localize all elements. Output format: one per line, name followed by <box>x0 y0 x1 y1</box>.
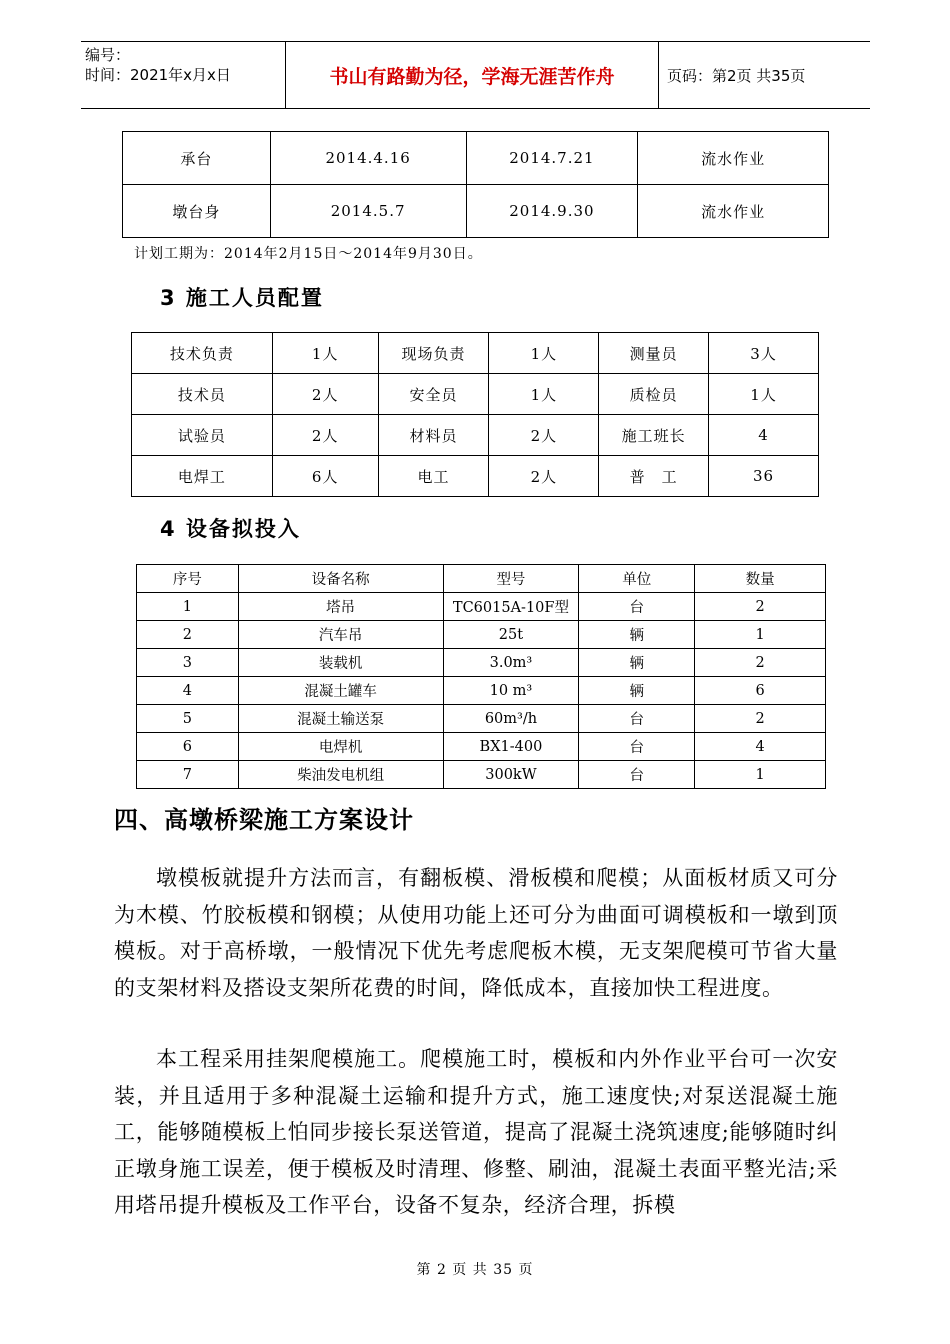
table-cell: 3人 <box>709 333 819 374</box>
table-cell: 300kW <box>443 761 579 789</box>
table-cell: 7 <box>137 761 239 789</box>
column-header: 型号 <box>443 565 579 593</box>
table-cell: 4 <box>695 733 826 761</box>
header-page-code: 页码：第2页 共35页 <box>667 66 806 85</box>
staffing-table <box>131 332 819 497</box>
table-cell: 电工 <box>378 456 489 497</box>
body-paragraph-2: 本工程采用挂架爬模施工。爬模施工时，模板和内外作业平台可一次安装，并且适用于多种混凝土运输和提升方式，施工速度快;对泵送混凝土施工，能够随模板上怕同步接长泵送管道，提高了混凝土浇筑速度;能够随时纠正墩身施工误差，便于模板及时清理、修整、刷油，混凝土表面平整光洁;采用塔吊提升模板及工作平台，设备不复杂，经济合理，拆模 <box>114 1047 838 1217</box>
table-row <box>137 677 826 705</box>
table-cell: 承台 <box>123 132 271 185</box>
page-footer: 第 2 页 共 35 页 <box>416 1262 534 1278</box>
body-paragraph-1: 墩模板就提升方法而言，有翻板模、滑板模和爬模；从面板材质又可分为木模、竹胶板模和钢模；从使用功能上还可分为曲面可调模板和一墩到顶模板。对于高桥墩，一般情况下优先考虑爬板木模，无支架爬模可节省大量的支架材料及搭设支架所花费的时间，降低成本，直接加快工程进度。 <box>114 866 838 1000</box>
table-row <box>137 621 826 649</box>
table-cell: 辆 <box>579 621 695 649</box>
table-cell: 流水作业 <box>638 185 829 238</box>
table-cell: 2 <box>695 593 826 621</box>
table-cell: 2人 <box>272 415 378 456</box>
column-header: 数量 <box>695 565 826 593</box>
table-row <box>137 761 826 789</box>
table-cell: 测量员 <box>599 333 709 374</box>
table-cell: 试验员 <box>132 415 273 456</box>
table-cell: 电焊工 <box>132 456 273 497</box>
table-cell: 现场负责 <box>378 333 489 374</box>
table-cell: 2人 <box>489 415 599 456</box>
table-cell: 流水作业 <box>638 132 829 185</box>
table-cell: 柴油发电机组 <box>238 761 443 789</box>
table-cell: 辆 <box>579 677 695 705</box>
table-row <box>137 705 826 733</box>
table-cell: 台 <box>579 705 695 733</box>
header-motto: 书山有路勤为径，学海无涯苦作舟 <box>285 42 659 108</box>
table-cell: 质检员 <box>599 374 709 415</box>
table-cell: 混凝土罐车 <box>238 677 443 705</box>
table-cell: 1人 <box>489 333 599 374</box>
section-heading-staffing: 3 施工人员配置 <box>160 286 324 310</box>
table-cell: 6 <box>695 677 826 705</box>
table-cell: 塔吊 <box>238 593 443 621</box>
table-cell: BX1-400 <box>443 733 579 761</box>
table-cell: 4 <box>137 677 239 705</box>
table-cell: 60m³/h <box>443 705 579 733</box>
table-cell: 2人 <box>489 456 599 497</box>
table-row <box>137 733 826 761</box>
table-cell: 3.0m³ <box>443 649 579 677</box>
column-header: 序号 <box>137 565 239 593</box>
section-heading-equipment: 4 设备拟投入 <box>160 517 301 541</box>
table-cell: 台 <box>579 761 695 789</box>
table-cell: 电焊机 <box>238 733 443 761</box>
table-row <box>137 649 826 677</box>
table-cell: 6 <box>137 733 239 761</box>
table-row <box>137 593 826 621</box>
table-cell: 36 <box>709 456 819 497</box>
table-cell: 10 m³ <box>443 677 579 705</box>
schedule-note: 计划工期为：2014年2月15日～2014年9月30日。 <box>134 246 483 262</box>
schedule-table <box>122 131 829 238</box>
table-cell: 技术负责 <box>132 333 273 374</box>
table-cell: 3 <box>137 649 239 677</box>
table-cell: 2人 <box>272 374 378 415</box>
document-number-label: 编号： <box>85 46 131 64</box>
table-cell: 5 <box>137 705 239 733</box>
chapter-heading: 四、高墩桥梁施工方案设计 <box>114 806 414 834</box>
table-row <box>123 132 829 185</box>
document-date: 时间：2021年x月x日 <box>85 66 231 84</box>
table-row <box>132 333 819 374</box>
page-header <box>81 41 870 109</box>
table-cell: 1人 <box>709 374 819 415</box>
table-cell: 1 <box>695 761 826 789</box>
table-cell: 混凝土输送泵 <box>238 705 443 733</box>
table-cell: 辆 <box>579 649 695 677</box>
table-cell: 装载机 <box>238 649 443 677</box>
table-cell: 1人 <box>489 374 599 415</box>
table-cell: 施工班长 <box>599 415 709 456</box>
table-cell: 1 <box>137 593 239 621</box>
table-cell: 墩台身 <box>123 185 271 238</box>
table-cell: 2 <box>695 649 826 677</box>
table-cell: 1 <box>695 621 826 649</box>
table-cell: 6人 <box>272 456 378 497</box>
table-cell: 台 <box>579 593 695 621</box>
table-cell: 2014.9.30 <box>466 185 638 238</box>
table-header-row <box>137 565 826 593</box>
table-row <box>132 415 819 456</box>
table-row <box>132 456 819 497</box>
table-cell: 普 工 <box>599 456 709 497</box>
table-cell: 1人 <box>272 333 378 374</box>
table-cell: 2014.7.21 <box>466 132 638 185</box>
equipment-table <box>136 564 826 789</box>
table-cell: 材料员 <box>378 415 489 456</box>
table-cell: 25t <box>443 621 579 649</box>
table-cell: 2014.4.16 <box>270 132 466 185</box>
table-cell: 2 <box>695 705 826 733</box>
table-cell: 技术员 <box>132 374 273 415</box>
header-meta <box>81 42 285 108</box>
table-cell: 2014.5.7 <box>270 185 466 238</box>
column-header: 设备名称 <box>238 565 443 593</box>
table-cell: 安全员 <box>378 374 489 415</box>
table-row <box>132 374 819 415</box>
table-row <box>123 185 829 238</box>
table-cell: 台 <box>579 733 695 761</box>
column-header: 单位 <box>579 565 695 593</box>
table-cell: 2 <box>137 621 239 649</box>
table-cell: 4 <box>709 415 819 456</box>
table-cell: TC6015A-10F型 <box>443 593 579 621</box>
table-cell: 汽车吊 <box>238 621 443 649</box>
